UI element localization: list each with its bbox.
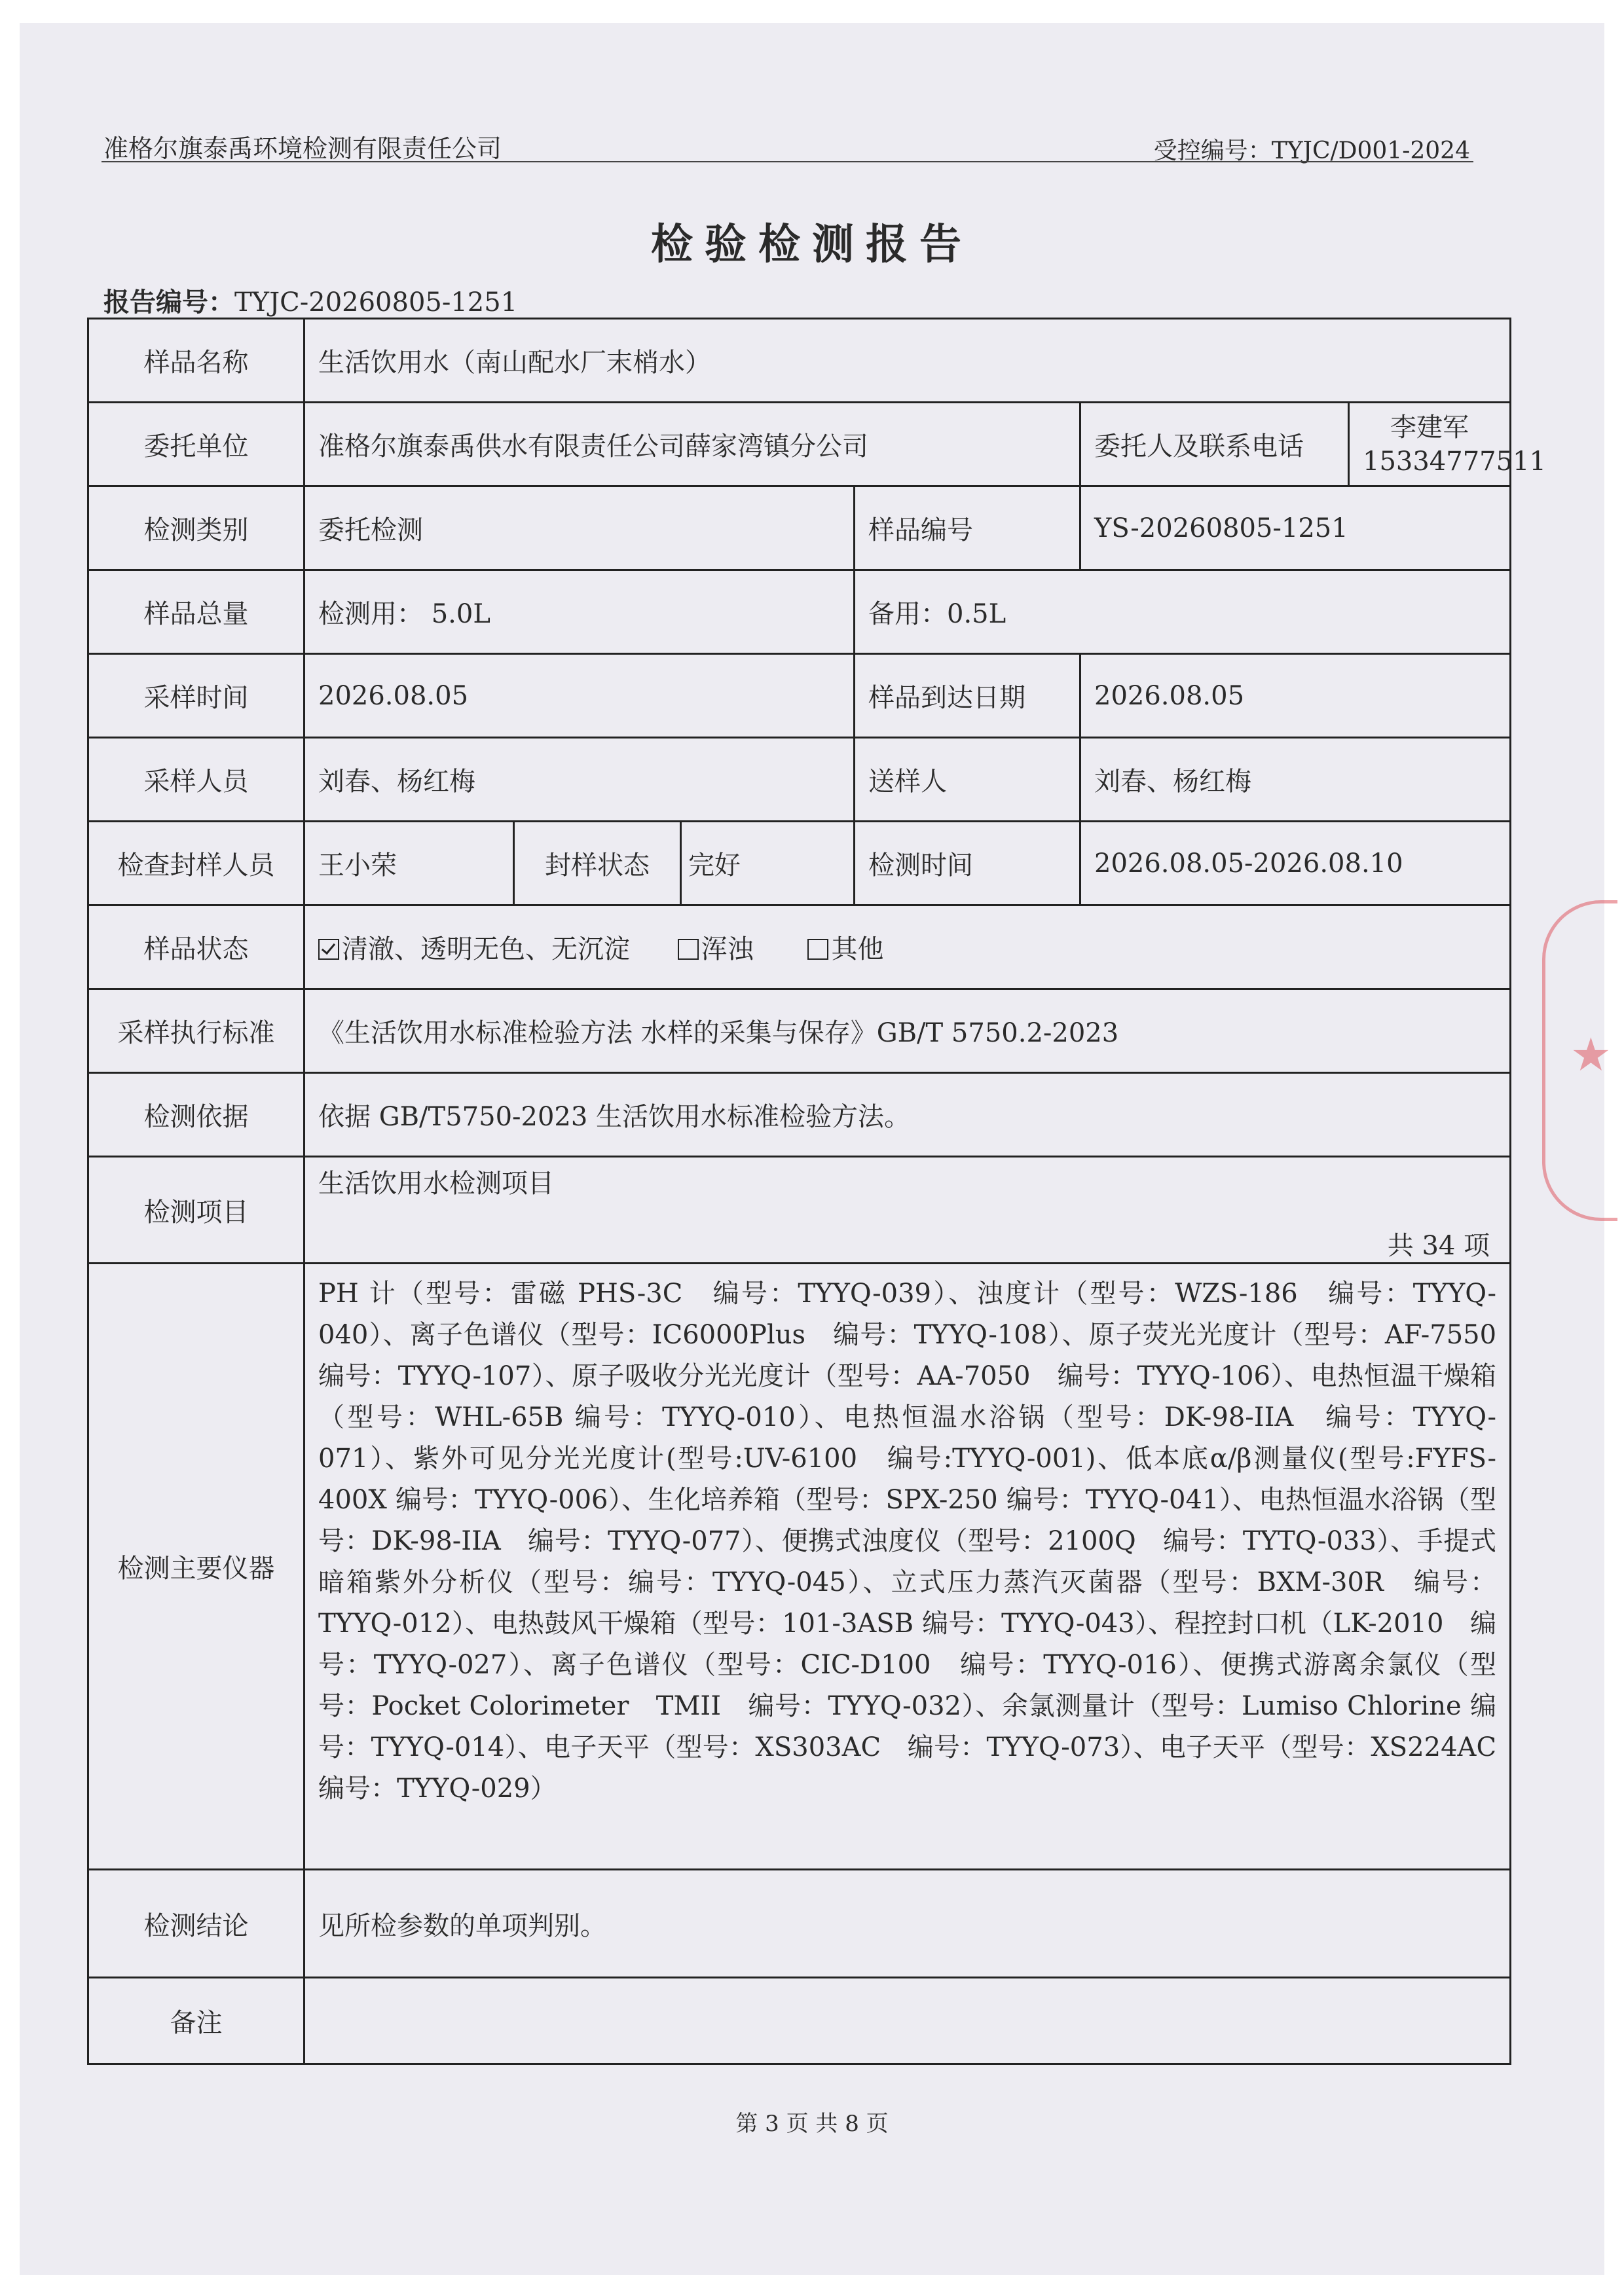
page-footer: 第 3 页 共 8 页 — [735, 2111, 889, 2137]
arrival-date-label: 样品到达日期 — [855, 654, 1080, 738]
row-instruments — [88, 1264, 1511, 1870]
test-time-label: 检测时间 — [855, 822, 1080, 905]
state-option-turbid: 浑浊 — [701, 934, 754, 964]
test-type-label: 检测类别 — [88, 486, 304, 570]
inspector-label: 检查封样人员 — [88, 822, 304, 905]
instruments-value: PH 计（型号：雷磁 PHS-3C 编号：TYYQ-039）、浊度计（型号：WZS-186 编号：TYYQ-040）、离子色谱仪（型号：IC6000Plus 编号：TYYQ-108）、原子荧光光度计（型号：AF-7550 编号：TYYQ-107）、原子吸收分光光度计（型号：AA-7050 编号：TYYQ-106）、电热恒温干燥箱（型号：WHL-65B 编号：TYYQ-010）、电热恒温水浴锅（型号：DK-98-IIA 编号：TYYQ-071）、紫外可见分光光度计(型号:UV-6100 编号:TYYQ-001)、低本底α/β测量仪(型号:FYFS-400X 编号：TYYQ-006）、生化培养箱（型号：SPX-250 编号：TYYQ-041）、电热恒温水浴锅（型号：DK-98-IIA 编号：TYYQ-077）、便携式浊度仪（型号：2100Q 编号：TYTQ-033）、手提式暗箱紫外分析仪（型号：编号：TYYQ-045）、立式压力蒸汽灭菌器（型号：BXM-30R 编号：TYYQ-012）、电热鼓风干燥箱（型号：101-3ASB 编号：TYYQ-043）、程控封口机（LK-2010 编号：TYYQ-027）、离子色谱仪（型号：CIC-D100 编号：TYYQ-016）、便携式游离余氯仪（型号：Pocket Colorimeter TMII 编号：TYYQ-032）、余氯测量计（型号：Lumiso Chlorine 编号：TYYQ-014）、电子天平（型号：XS303AC 编号：TYYQ-073）、电子天平（型号：XS224AC 编号：TYYQ-029） — [304, 1264, 1511, 1870]
sender-label: 送样人 — [855, 738, 1080, 822]
row-items — [88, 1157, 1511, 1264]
samplers-value: 刘春、杨红梅 — [304, 738, 855, 822]
quantity-spare-value: 备用：0.5L — [855, 570, 1511, 654]
conclusion-value: 见所检参数的单项判别。 — [304, 1870, 1511, 1978]
row-inspector — [88, 822, 1511, 905]
items-cell — [304, 1157, 1511, 1264]
sampling-standard-value: 《生活饮用水标准检验方法 水样的采集与保存》GB/T 5750.2-2023 — [304, 989, 1511, 1073]
row-quantity — [88, 570, 1511, 654]
header-control-number: 受控编号：TYJC/D001-2024 — [1153, 137, 1470, 164]
sampling-standard-label: 采样执行标准 — [88, 989, 304, 1073]
contact-name: 李建军 — [1390, 412, 1469, 443]
arrival-date-value: 2026.08.05 — [1080, 654, 1511, 738]
sample-state-label: 样品状态 — [88, 905, 304, 989]
inspector-value: 王小荣 — [304, 822, 514, 905]
row-sampling-standard — [88, 989, 1511, 1073]
report-number — [103, 282, 517, 319]
report-number-label: 报告编号： — [103, 287, 234, 318]
contact-label: 委托人及联系电话 — [1080, 403, 1349, 486]
report-table — [87, 318, 1546, 2065]
checkbox-turbid — [678, 939, 699, 960]
page-title: 检验检测报告 — [651, 220, 973, 269]
row-sample-state — [88, 905, 1511, 989]
company-seal-stamp — [1542, 900, 1617, 1221]
state-option-other: 其他 — [831, 934, 884, 964]
remarks-label: 备注 — [88, 1978, 304, 2064]
sample-name-value: 生活饮用水（南山配水厂末梢水） — [304, 319, 1511, 403]
client-value: 准格尔旗泰禹供水有限责任公司薛家湾镇分公司 — [304, 403, 1080, 486]
report-number-value: TYJC-20260805-1251 — [234, 287, 518, 318]
conclusion-label: 检测结论 — [88, 1870, 304, 1978]
basis-value: 依据 GB/T5750-2023 生活饮用水标准检验方法。 — [304, 1073, 1511, 1157]
row-samplers — [88, 738, 1511, 822]
items-value: 生活饮用水检测项目 — [318, 1169, 554, 1199]
sample-no-value: YS-20260805-1251 — [1080, 486, 1511, 570]
checkbox-clear-checked — [318, 939, 339, 960]
basis-label: 检测依据 — [88, 1073, 304, 1157]
header-company: 准格尔旗泰禹环境检测有限责任公司 — [103, 134, 502, 163]
row-basis — [88, 1073, 1511, 1157]
items-count: 共 34 项 — [1387, 1231, 1490, 1261]
seal-state-value: 完好 — [681, 822, 855, 905]
remarks-value — [304, 1978, 1511, 2064]
contact-phone: 15334777511 — [1363, 446, 1546, 477]
client-label: 委托单位 — [88, 403, 304, 486]
row-sampling-time — [88, 654, 1511, 738]
sender-value: 刘春、杨红梅 — [1080, 738, 1511, 822]
items-label: 检测项目 — [88, 1157, 304, 1264]
row-client — [88, 403, 1511, 486]
sample-name-label: 样品名称 — [88, 319, 304, 403]
sampling-time-value: 2026.08.05 — [304, 654, 855, 738]
state-option-clear: 清澈、透明无色、无沉淀 — [342, 934, 630, 964]
seal-state-label: 封样状态 — [514, 822, 681, 905]
quantity-test-value: 检测用： 5.0L — [304, 570, 855, 654]
sampling-time-label: 采样时间 — [88, 654, 304, 738]
contact-value — [1349, 403, 1546, 486]
row-test-type — [88, 486, 1511, 570]
test-time-value: 2026.08.05-2026.08.10 — [1080, 822, 1511, 905]
instruments-label: 检测主要仪器 — [88, 1264, 304, 1870]
test-type-value: 委托检测 — [304, 486, 855, 570]
samplers-label: 采样人员 — [88, 738, 304, 822]
sample-state-options — [304, 905, 1511, 989]
header-rule — [101, 161, 1473, 162]
sample-no-label: 样品编号 — [855, 486, 1080, 570]
row-sample-name — [88, 319, 1511, 403]
row-conclusion — [88, 1870, 1511, 1978]
row-remarks — [88, 1978, 1511, 2064]
seal-star-icon: ★ — [1570, 1028, 1612, 1082]
quantity-label: 样品总量 — [88, 570, 304, 654]
checkbox-other — [807, 939, 828, 960]
